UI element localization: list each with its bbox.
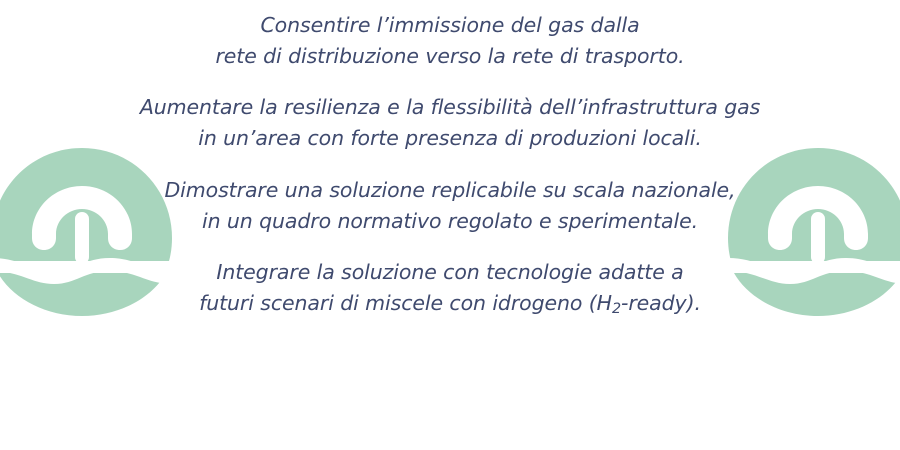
objective-line: Dimostrare una soluzione replicabile su scala nazionale, bbox=[164, 177, 736, 202]
hydrogen-subscript: 2 bbox=[612, 301, 622, 318]
objective-line: Aumentare la resilienza e la flessibilità dell’infrastruttura gas bbox=[139, 95, 761, 120]
objective-line: in un’area con forte presenza di produzioni locali. bbox=[198, 126, 702, 151]
objective-line-text: futuri scenari di miscele con idrogeno (H bbox=[199, 291, 613, 316]
objective-line: Consentire l’immissione del gas dalla bbox=[260, 13, 640, 37]
objective-paragraph-4 bbox=[70, 257, 830, 321]
objective-paragraph-3 bbox=[70, 175, 830, 237]
objective-line: rete di distribuzione verso la rete di trasporto. bbox=[215, 44, 685, 69]
objective-line: in un quadro normativo regolato e sperimentale. bbox=[202, 208, 698, 233]
objective-line: Integrare la soluzione con tecnologie adatte a bbox=[216, 259, 684, 284]
objective-line-tail: -ready). bbox=[621, 291, 701, 316]
objective-line-with-formula bbox=[70, 288, 830, 321]
objective-paragraph-2 bbox=[70, 92, 830, 154]
objective-paragraph-1 bbox=[70, 10, 830, 72]
